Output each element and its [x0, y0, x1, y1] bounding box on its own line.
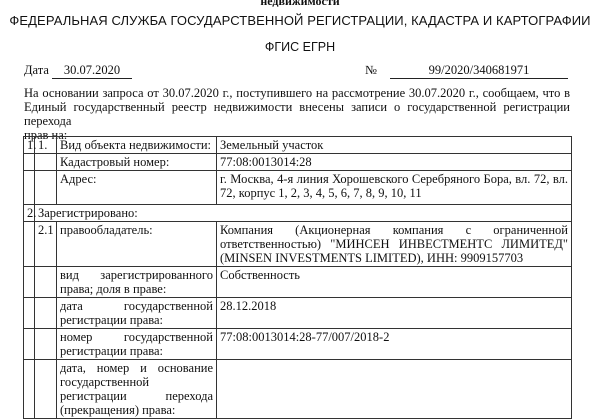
intro-line: Единый государственный реестр недвижимости внесены записи о государственной регистрации перехода	[24, 100, 570, 128]
object-type-value: Земельный участок	[217, 137, 572, 154]
subsection-number: 2.1	[35, 222, 57, 267]
empty-cell	[35, 171, 57, 205]
reg-date-label: дата государственной регистрации права:	[57, 298, 217, 329]
transfer-value	[217, 360, 572, 419]
address-value: г. Москва, 4-я линия Хорошевского Серебряного Бора, вл. 72, вл. 72, корпус 1, 2, 3, 4, 5, 6, 7, 8, 9, 10, 11	[217, 171, 572, 205]
cadastral-value: 77:08:0013014:28	[217, 154, 572, 171]
empty-cell	[35, 267, 57, 298]
intro-line: На основании запроса от 30.07.2020 г., поступившего на рассмотрение 30.07.2020 г., сообщаем, что в	[24, 86, 570, 100]
empty-cell	[24, 329, 35, 360]
intro-paragraph	[24, 86, 570, 142]
empty-cell	[24, 298, 35, 329]
address-label: Адрес:	[57, 171, 217, 205]
empty-cell	[24, 267, 35, 298]
number-label: №	[365, 63, 377, 77]
holder-label: правообладатель:	[57, 222, 217, 267]
date-label: Дата	[24, 63, 49, 77]
reg-date-value: 28.12.2018	[217, 298, 572, 329]
registered-heading: Зарегистрировано:	[35, 205, 572, 222]
empty-cell	[24, 222, 35, 267]
table-row	[24, 205, 572, 222]
table-row	[24, 267, 572, 298]
holder-value: Компания (Акционерная компания с ограниченной ответственностью) "МИНСЕН ИНВЕСТМЕНТС ЛИМИТЕД" (MINSEN INVESTMENTS LIMITED), ИНН: 9909157703	[217, 222, 572, 267]
reg-number-label: номер государственной регистрации права:	[57, 329, 217, 360]
empty-cell	[24, 171, 35, 205]
table-row	[24, 329, 572, 360]
right-type-label: вид зарегистрированного права; доля в праве:	[57, 267, 217, 298]
table-row	[24, 222, 572, 267]
date-value: 30.07.2020	[52, 63, 132, 79]
transfer-label: дата, номер и основание государственной регистрации перехода (прекращения) права:	[57, 360, 217, 419]
empty-cell	[24, 360, 35, 419]
empty-cell	[35, 298, 57, 329]
agency-title: ФЕДЕРАЛЬНАЯ СЛУЖБА ГОСУДАРСТВЕННОЙ РЕГИСТРАЦИИ, КАДАСТРА И КАРТОГРАФИИ	[9, 13, 591, 28]
empty-cell	[35, 154, 57, 171]
cadastral-label: Кадастровый номер:	[57, 154, 217, 171]
table-row	[24, 154, 572, 171]
empty-cell	[35, 329, 57, 360]
document-heading-fragment: недвижимости	[260, 0, 340, 8]
right-type-value: Собственность	[217, 267, 572, 298]
table-row	[24, 298, 572, 329]
intro-line: прав на:	[24, 128, 68, 142]
section-number: 2.	[24, 205, 35, 222]
table-row	[24, 171, 572, 205]
document-number: 99/2020/340681971	[390, 63, 568, 79]
registration-table	[23, 136, 572, 419]
empty-cell	[24, 154, 35, 171]
reg-number-value: 77:08:0013014:28-77/007/2018-2	[217, 329, 572, 360]
table-row	[24, 360, 572, 419]
object-type-label: Вид объекта недвижимости:	[57, 137, 217, 154]
subsection-number: 1.	[35, 137, 57, 154]
section-number: 1.	[24, 137, 35, 154]
table-row	[24, 137, 572, 154]
empty-cell	[35, 360, 57, 419]
system-title: ФГИС ЕГРН	[264, 40, 336, 54]
